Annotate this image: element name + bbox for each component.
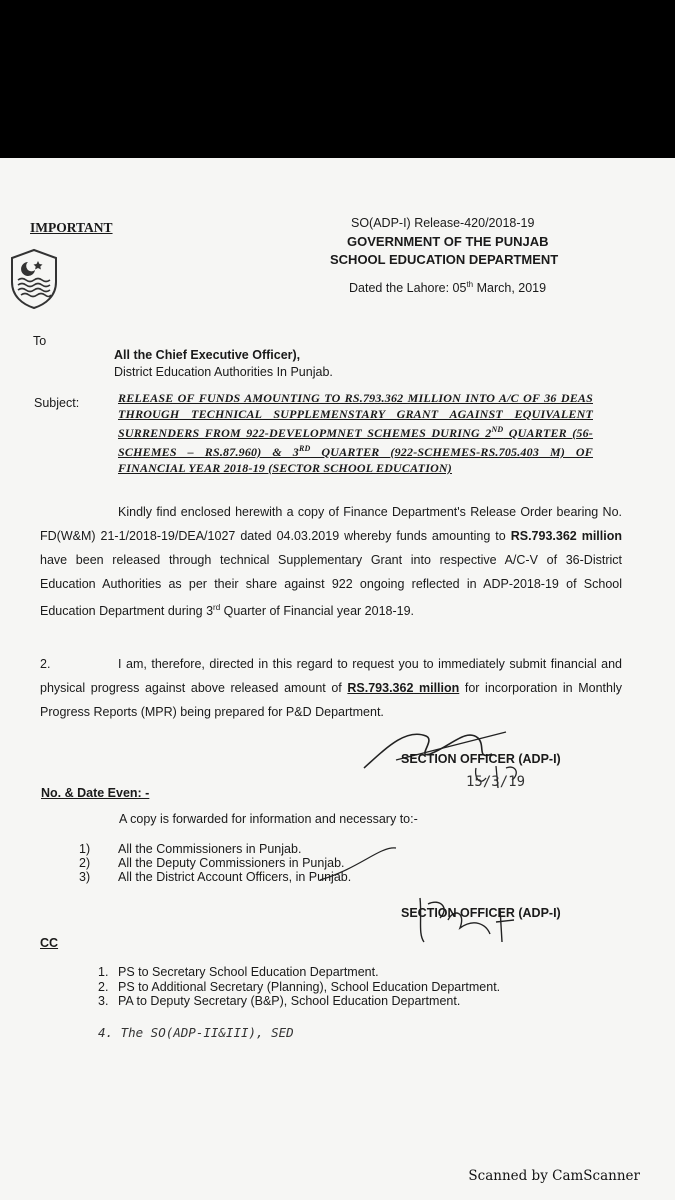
subject-label: Subject: xyxy=(34,396,80,410)
list-item: 2) All the Deputy Commissioners in Punjab. xyxy=(79,856,345,870)
department-title: SCHOOL EDUCATION DEPARTMENT xyxy=(330,252,559,267)
paragraph-2: 2. I am, therefore, directed in this regard to request you to immediately submit financial and physical progress against above released amount of RS.793.362 million for incorporation in Monthly Progress Reports (MPR) being prepared for P&D Department. xyxy=(40,657,622,719)
letter-date: Dated the Lahore: 05th March, 2019 xyxy=(349,280,547,296)
reference-number: SO(ADP-I) Release-420/2018-19 xyxy=(351,216,535,230)
handwritten-date: 15/3/19 xyxy=(466,774,526,790)
section-officer-2: SECTION OFFICER (ADP-I) xyxy=(401,906,561,920)
cc-label: CC xyxy=(40,936,59,950)
document-page xyxy=(0,158,675,1200)
important-label: IMPORTANT xyxy=(30,220,113,235)
list-item: 1. PS to Secretary School Education Department. xyxy=(98,965,379,979)
copy-forwarded-line: A copy is forwarded for information and necessary to:- xyxy=(119,812,418,826)
list-item: 1) All the Commissioners in Punjab. xyxy=(79,842,302,856)
handwritten-cc-item: 4. The SO(ADP-II&III), SED xyxy=(98,1025,294,1040)
section-officer-1: SECTION OFFICER (ADP-I) xyxy=(401,752,561,766)
scanner-watermark: Scanned by CamScanner xyxy=(468,1168,640,1184)
list-item: 2. PS to Additional Secretary (Planning), School Education Department. xyxy=(98,979,501,994)
list-item: 3. PA to Deputy Secretary (B&P), School Education Department. xyxy=(98,994,461,1008)
cc-list xyxy=(98,965,500,1009)
punjab-government-logo xyxy=(8,248,60,310)
no-date-even: No. & Date Even: - xyxy=(41,786,150,800)
paragraph-1: Kindly find enclosed herewith a copy of Finance Department's Release Order bearing No. FD(W&M) 21-1/2018-19/DEA/1027 dated 04.03.2019 whereby funds amounting to RS.793.362 million have been released through technical Supplementary Grant into respective A/C-V of 36-District Education Authorities as per their share against 922 ongoing reflected in ADP-2018-19 of School Education Department during 3rd Quarter of Financial year 2018-19. xyxy=(40,505,622,619)
to-label: To xyxy=(33,334,47,348)
progress-amount: RS.793.362 million xyxy=(347,681,460,695)
addressee-line-2: District Education Authorities In Punjab. xyxy=(114,365,333,379)
addressee-line-1: All the Chief Executive Officer), xyxy=(114,348,301,362)
release-amount: RS.793.362 million xyxy=(510,529,622,543)
subject-text: RELEASE OF FUNDS AMOUNTING TO RS.793.362 MILLION INTO A/C OF 36 DEAS THROUGH TECHNICAL SUPPLEMENSTARY GRANT AGAINST EQUIVALENT SURRENDERS FROM 922-DEVELOPMNET SCHEMES DURING 2ND QUARTER (56-SCHEMES – RS.87.960) & 3RD QUARTER (922-SCHEMES-RS.705.403 M) OF FINANCIAL YEAR 2018-19 (SECTOR SCHOOL EDUCATION) xyxy=(118,391,593,475)
list-item: 3) All the District Account Officers, in Punjab. xyxy=(79,870,352,884)
signature-2 xyxy=(300,838,560,948)
government-title: GOVERNMENT OF THE PUNJAB xyxy=(347,234,549,249)
